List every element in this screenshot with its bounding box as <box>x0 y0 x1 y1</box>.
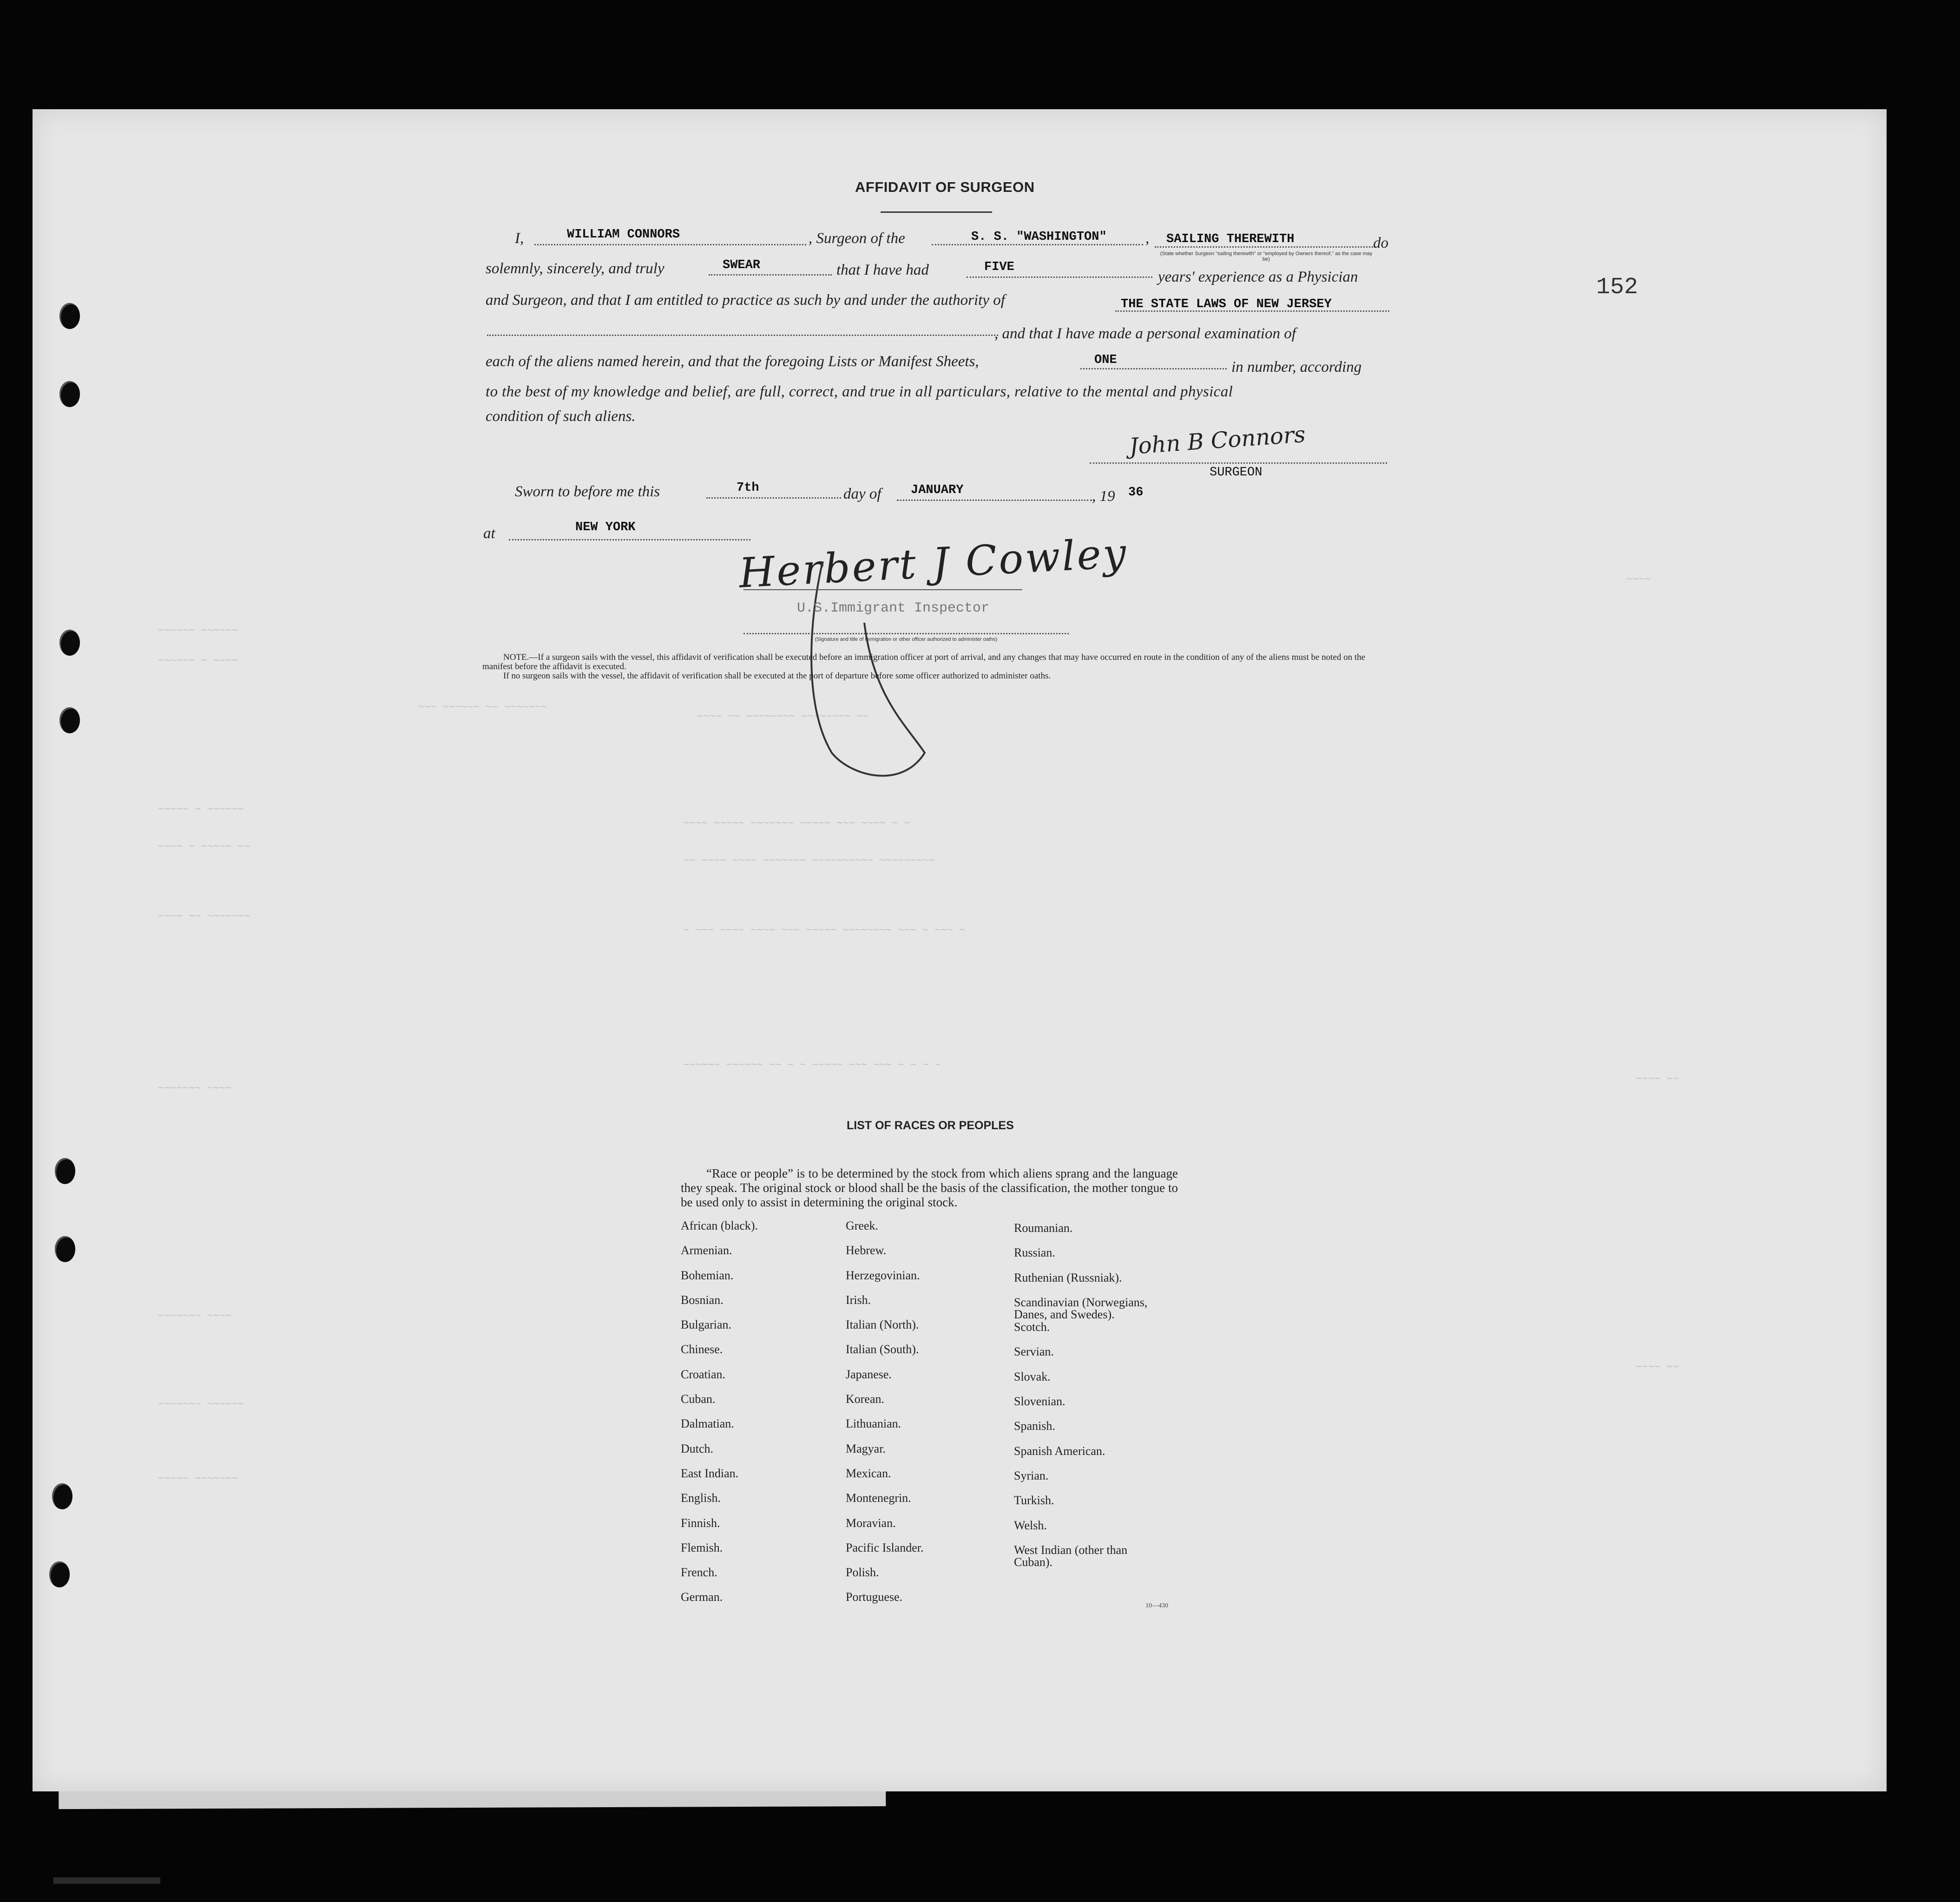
race-item: Slovenian. <box>1014 1395 1066 1408</box>
line1-mid: , Surgeon of the <box>809 230 905 247</box>
race-item: Italian (South). <box>846 1343 919 1356</box>
month-underline <box>897 500 1092 501</box>
race-item: African (black). <box>681 1219 758 1232</box>
binder-hole <box>55 1236 75 1262</box>
title-underline <box>881 211 992 213</box>
line7: condition of such aliens. <box>486 408 636 425</box>
sworn-century: , 19 <box>1092 488 1115 505</box>
race-item: Dutch. <box>681 1441 714 1455</box>
line2-prefix: solemnly, sincerely, and truly <box>486 260 664 277</box>
race-item: Bosnian. <box>681 1293 723 1307</box>
race-item: West Indian (other than Cuban). <box>1014 1543 1128 1569</box>
binder-hole <box>52 1483 72 1509</box>
day-underline <box>706 497 841 499</box>
race-item: Spanish American. <box>1014 1444 1105 1458</box>
affidavit-note <box>482 653 1388 681</box>
years-experience: FIVE <box>984 260 1014 274</box>
race-item: Ruthenian (Russniak). <box>1014 1270 1122 1284</box>
race-item: Finnish. <box>681 1516 720 1530</box>
film-edge-mark <box>53 1877 160 1884</box>
sworn-year: 36 <box>1128 486 1144 500</box>
status-hint: (State whether Surgeon "sailing therewith" or "employed by Owners thereof," as the case may be) <box>1160 251 1373 262</box>
race-item: Spanish. <box>1014 1419 1055 1433</box>
place-underline <box>509 539 750 540</box>
race-item: Chinese. <box>681 1343 723 1356</box>
sheets-underline <box>1080 368 1227 369</box>
inspector-hint: (Signature and title of immigration or other officer authorized to administer oaths) <box>815 637 998 642</box>
binder-hole <box>55 1158 75 1184</box>
races-title: LIST OF RACES OR PEOPLES <box>847 1119 1014 1132</box>
authority-continuation-underline <box>487 335 998 336</box>
race-item: Russian. <box>1014 1246 1055 1260</box>
binder-hole <box>59 630 80 656</box>
race-item: Irish. <box>846 1293 871 1307</box>
years-underline <box>967 276 1152 278</box>
race-item: Cuban. <box>681 1392 716 1406</box>
line3-prefix: and Surgeon, and that I am entitled to practice as such by and under the authority of <box>486 292 1005 309</box>
oath-type: SWEAR <box>723 258 761 272</box>
note-no-surgeon: If no surgeon sails with the vessel, the affidavit of verification shall be executed at the port of departure before some officer authorized to administer oaths. <box>503 671 1051 681</box>
race-item: Lithuanian. <box>846 1417 901 1431</box>
sworn-place: NEW YORK <box>575 520 636 534</box>
line6: to the best of my knowledge and belief, are full, correct, and true in all particulars, relative to the mental and physical <box>486 383 1233 400</box>
race-item: Welsh. <box>1014 1518 1047 1532</box>
line5-suffix: in number, according <box>1231 359 1362 375</box>
sworn-day: 7th <box>737 481 759 495</box>
signature-underline <box>1090 462 1387 464</box>
surgeon-label: SURGEON <box>1210 466 1263 480</box>
page-number: 152 <box>1596 274 1638 301</box>
race-item: Roumanian. <box>1014 1221 1073 1235</box>
binder-hole <box>49 1561 70 1587</box>
binder-hole <box>59 707 80 733</box>
form-number: 10—430 <box>1145 1602 1168 1609</box>
race-item: Servian. <box>1014 1345 1054 1359</box>
race-item: Italian (North). <box>846 1318 919 1332</box>
line4: , and that I have made a personal examination of <box>994 325 1296 342</box>
inspector-title-line <box>743 633 1069 634</box>
race-item: English. <box>681 1491 721 1505</box>
ship-underline <box>932 244 1143 245</box>
line2-mid: that I have had <box>836 262 929 278</box>
races-column-2 <box>846 1220 924 1616</box>
affidavit-title: AFFIDAVIT OF SURGEON <box>855 179 1035 195</box>
oath-underline <box>709 274 832 276</box>
place-prefix: at <box>483 525 495 542</box>
line1-prefix: I, <box>515 230 524 247</box>
race-item: Croatian. <box>681 1367 726 1381</box>
note-surgeon-sails: NOTE.—If a surgeon sails with the vessel, this affidavit of verification shall be executed before an immigration officer at port of arrival, and any changes that may have occurred en route in the condition of any of the aliens must be noted on the manifest before the affidavit is executed. <box>482 652 1366 671</box>
inspector-signature: Herbert J Cowley <box>737 529 1129 597</box>
race-item: Scandinavian (Norwegians, Danes, and Swedes). <box>1014 1295 1148 1321</box>
name-underline <box>534 244 806 245</box>
ship-name: S. S. "WASHINGTON" <box>971 230 1107 244</box>
line1-suffix: do <box>1373 235 1388 251</box>
binder-hole <box>59 303 80 329</box>
race-item: Scotch. <box>1014 1320 1050 1334</box>
status-underline <box>1155 246 1375 248</box>
surgeon-signature: John B Connors <box>1128 421 1307 460</box>
binder-hole <box>59 381 80 407</box>
race-item: French. <box>681 1566 717 1580</box>
races-intro: “Race or people” is to be determined by the stock from which aliens sprang and the language they speak. The original stock or blood shall be the basis of the classification, the mother tongue to be used only to assist in determining the original stock. <box>681 1166 1178 1209</box>
race-item: Magyar. <box>846 1441 886 1455</box>
race-item: Slovak. <box>1014 1369 1051 1383</box>
race-item: Syrian. <box>1014 1468 1049 1482</box>
race-item: Flemish. <box>681 1540 723 1554</box>
race-item: Japanese. <box>846 1367 892 1381</box>
line2-suffix: years' experience as a Physician <box>1158 269 1358 285</box>
sworn-prefix: Sworn to before me this <box>515 483 660 500</box>
line5-prefix: each of the aliens named herein, and that the foregoing Lists or Manifest Sheets, <box>486 353 979 370</box>
race-item: Bulgarian. <box>681 1318 732 1332</box>
race-item: Montenegrin. <box>846 1491 911 1505</box>
sworn-mid: day of <box>843 486 881 502</box>
race-item: German. <box>681 1590 723 1604</box>
race-item: Pacific Islander. <box>846 1540 924 1554</box>
races-column-1 <box>681 1220 758 1616</box>
race-item: Mexican. <box>846 1466 891 1480</box>
race-item: Turkish. <box>1014 1494 1054 1507</box>
race-item: Herzegovinian. <box>846 1268 920 1282</box>
sworn-month: JANUARY <box>911 483 964 497</box>
inspector-signature-line <box>743 589 1022 590</box>
race-item: Greek. <box>846 1219 879 1232</box>
race-item: Moravian. <box>846 1516 896 1530</box>
practice-authority: THE STATE LAWS OF NEW JERSEY <box>1121 297 1332 311</box>
race-item: Bohemian. <box>681 1268 734 1282</box>
sailing-status: SAILING THEREWITH <box>1166 232 1295 246</box>
inspector-title: U.S.Immigrant Inspector <box>797 600 990 616</box>
race-item: Polish. <box>846 1566 879 1580</box>
surgeon-name: WILLIAM CONNORS <box>567 228 680 242</box>
race-item: Korean. <box>846 1392 885 1406</box>
race-item: Hebrew. <box>846 1244 887 1257</box>
sheet-count: ONE <box>1094 353 1117 367</box>
race-item: Armenian. <box>681 1244 732 1257</box>
race-item: Dalmatian. <box>681 1417 734 1431</box>
races-column-3 <box>1014 1222 1147 1569</box>
race-item: East Indian. <box>681 1466 739 1480</box>
race-item: Portuguese. <box>846 1590 903 1604</box>
